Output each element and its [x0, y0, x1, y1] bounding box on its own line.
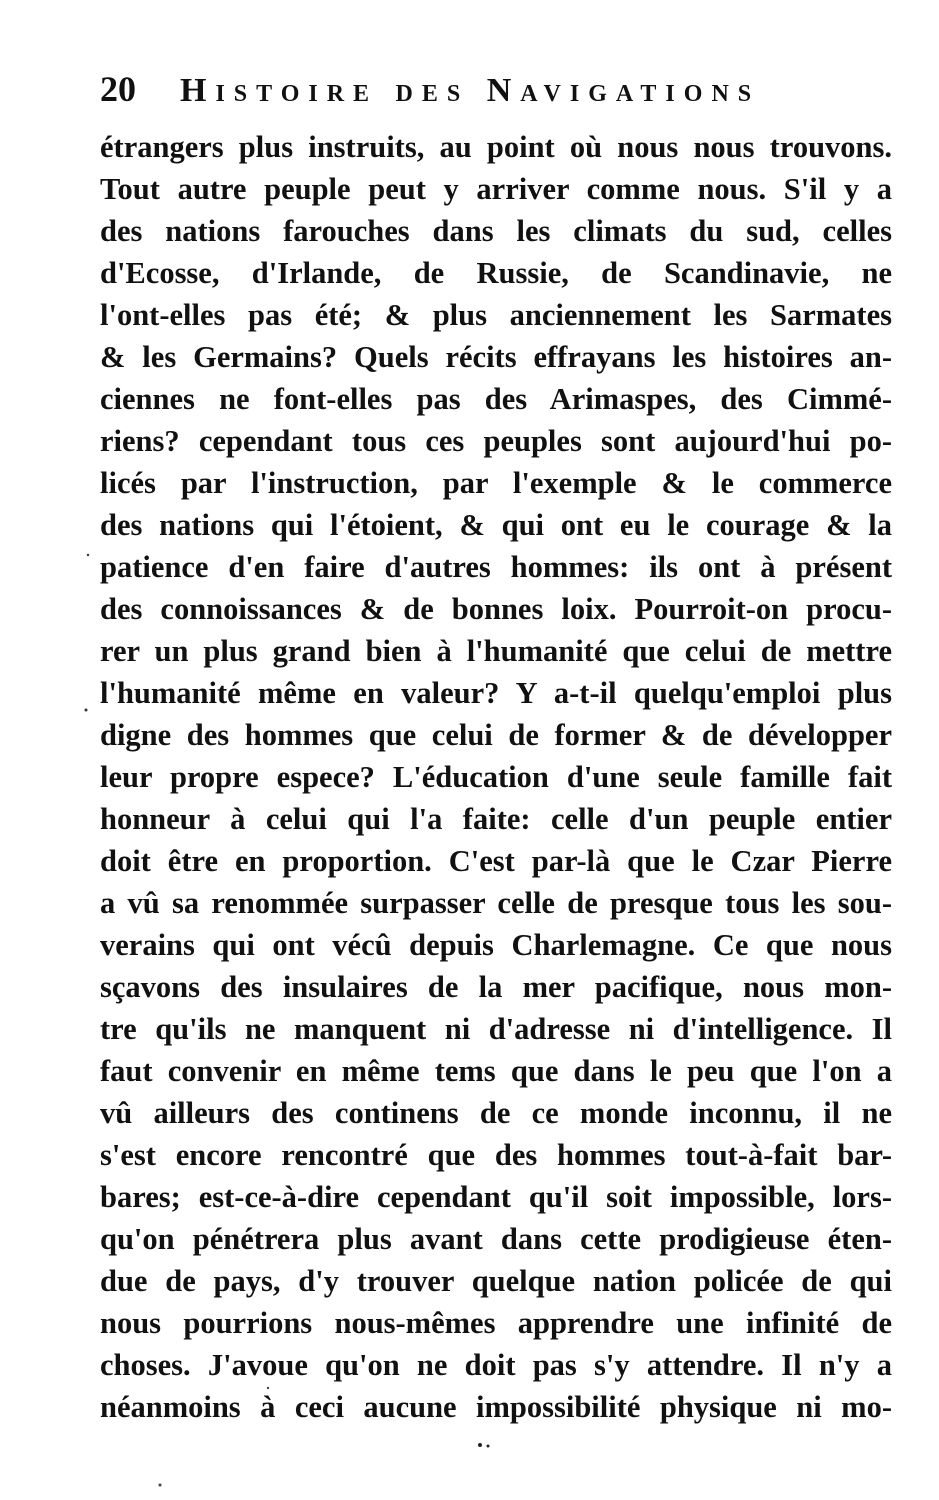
text-line: due de pays, d'y trouver quelque nation policée de qui: [100, 1264, 892, 1298]
text-line: leur propre espece? L'éducation d'une seule famille fait: [100, 760, 892, 794]
text-line: s'est encore rencontré que des hommes tout-à-fait bar-: [100, 1138, 892, 1172]
page-number: 20: [100, 69, 136, 109]
text-line: des nations farouches dans les climats du sud, celles: [100, 214, 892, 248]
running-title: Histoire des Navigations: [180, 72, 761, 109]
text-line: honneur à celui qui l'a faite: celle d'un peuple entier: [100, 802, 892, 836]
text-line: des connoissances & de bonnes loix. Pourroit-on procu-: [100, 592, 892, 626]
text-line: riens? cependant tous ces peuples sont aujourd'hui po-: [100, 424, 892, 458]
text-line: d'Ecosse, d'Irlande, de Russie, de Scandinavie, ne: [100, 256, 892, 290]
text-line: verains qui ont vécû depuis Charlemagne. Ce que nous: [100, 928, 892, 962]
text-line: étrangers plus instruits, au point où nous nous trouvons.: [100, 130, 892, 164]
text-line: rer un plus grand bien à l'humanité que celui de mettre: [100, 634, 892, 668]
text-line: l'ont-elles pas été; & plus anciennement les Sarmates: [100, 298, 892, 332]
text-line: tre qu'ils ne manquent ni d'adresse ni d'intelligence. Il: [100, 1012, 892, 1046]
text-line: des nations qui l'étoient, & qui ont eu le courage & la: [100, 508, 892, 542]
text-line: doit être en proportion. C'est par-là que le Czar Pierre: [100, 844, 892, 878]
text-line: & les Germains? Quels récits effrayans les histoires an-: [100, 340, 892, 374]
body-text: [100, 126, 892, 1428]
text-line: digne des hommes que celui de former & de développer: [100, 718, 892, 752]
text-line: vû ailleurs des continens de ce monde inconnu, il ne: [100, 1096, 892, 1130]
text-line: choses. J'avoue qu'on ne doit pas s'y attendre. Il n'y a: [100, 1348, 892, 1382]
text-line: faut convenir en même tems que dans le peu que l'on a: [100, 1054, 892, 1088]
text-line: néanmoins à ceci aucune impossibilité physique ni mo-: [100, 1390, 892, 1424]
text-line: qu'on pénétrera plus avant dans cette prodigieuse éten-: [100, 1222, 892, 1256]
text-line: ciennes ne font-elles pas des Arimaspes, des Cimmé-: [100, 382, 892, 416]
text-line: bares; est-ce-à-dire cependant qu'il soit impossible, lors-: [100, 1180, 892, 1214]
text-line: licés par l'instruction, par l'exemple & le commerce: [100, 466, 892, 500]
text-line: nous pourrions nous-mêmes apprendre une infinité de: [100, 1306, 892, 1340]
running-head: [100, 68, 850, 118]
text-line: l'humanité même en valeur? Y a-t-il quelqu'emploi plus: [100, 676, 892, 710]
text-line: a vû sa renommée surpasser celle de presque tous les sou-: [100, 886, 892, 920]
text-line: patience d'en faire d'autres hommes: ils ont à présent: [100, 550, 892, 584]
text-line: Tout autre peuple peut y arriver comme nous. S'il y a: [100, 172, 892, 206]
text-line: sçavons des insulaires de la mer pacifique, nous mon-: [100, 970, 892, 1004]
